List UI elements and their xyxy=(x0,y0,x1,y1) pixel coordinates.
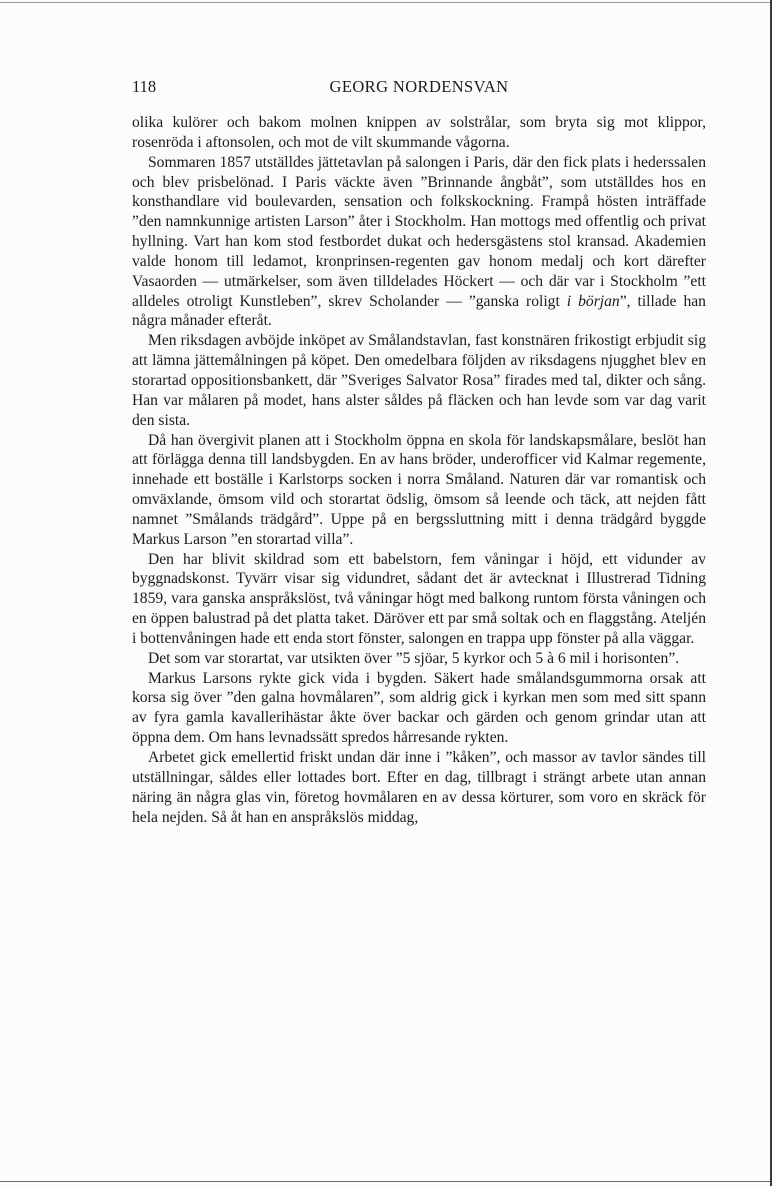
paragraph: Arbetet gick emellertid friskt undan där inne i ”kåken”, och massor av tavlor sändes till utställningar, såldes eller lottades bort. Efter en dag, tillbragt i strängt arbete utan annan näring än några glas vin, företog hovmålaren en av dessa körturer, som voro en skräck för hela nejden. Så åt han en anspråkslös middag, xyxy=(132,749,706,826)
body-text xyxy=(132,113,706,827)
paragraph: Men riksdagen avböjde inköpet av Smålandstavlan, fast konstnären frikostigt erbjudit sig att lämna jättemålningen på köpet. Den omedelbara följden av riksdagens njugghet blev en storartad oppositionsbankett, där ”Sveriges Salvator Rosa” firades med tal, dikter och sång. Han var målaren på modet, hans alster såldes på fläcken och han levde som var dag varit den sista. xyxy=(132,332,706,429)
scan-edge-top xyxy=(0,2,770,3)
paragraph-text: ”, tillade han några månader efteråt. xyxy=(132,292,706,330)
paragraph: Då han övergivit planen att i Stockholm öppna en skola för landskapsmålare, beslöt han att förlägga denna till landsbygden. En av hans bröder, underofficer vid Kalmar regemente, innehade ett boställe i Karlstorps socken i norra Småland. Naturen där var romantisk och omväxlande, ömsom vild och storartat ödslig, ömsom så leende och täck, att nejden fått namnet ”Smålands trädgård”. Uppe på en bergssluttning mitt i denna trädgård byggde Markus Larson ”en storartad villa”. xyxy=(132,431,706,548)
running-head: GEORG NORDENSVAN xyxy=(329,77,509,96)
scan-edge-right xyxy=(770,0,772,1186)
paragraph-text: Sommaren 1857 utställdes jättetavlan på salongen i Paris, där den fick plats i hederssalen och blev prisbelönad. I Paris väckte även ”Brinnande ångbåt”, som utställdes hos en konsthandlare vid boulevarden, sensation och folkskockning. Frampå hösten inträffade ”den namnkunnige artisten Larson” åter i Stockholm. Han mottogs med offentlig och privat hyllning. Vart han kom stod festbordet dukat och hedersgästens stol kransad. Akademien valde honom till ledamot, kronprinsen-regenten gav honom medalj och kort därefter Vasaorden — utmärkelser, som även tilldelades Höckert — och där var i Stockholm ”ett alldeles otroligt Kunstleben”, skrev Scholander — ”ganska roligt xyxy=(132,153,706,310)
scan-edge-bottom xyxy=(0,1181,770,1182)
paragraph: Markus Larsons rykte gick vida i bygden. Säkert hade smålandsgummorna orsak att korsa sig över ”den galna hovmålaren”, som aldrig gick i kyrkan men som med sitt spann av fyra gamla kavallerihästar åkte över backar och gärden och genom grindar utan att öppna dem. Om hans levnadssätt spredos hårresande rykten. xyxy=(132,669,706,747)
paragraph xyxy=(132,153,706,332)
paragraph: olika kulörer och bakom molnen knippen av solstrålar, som bryta sig mot klippor, rosenröda i aftonsolen, och mot de vilt skummande vågorna. xyxy=(132,114,706,151)
page-number: 118 xyxy=(132,77,157,96)
paragraph: Den har blivit skildrad som ett babelstorn, fem våningar i höjd, ett vidunder av byggnadskonst. Tyvärr visar sig vidundret, sådant det är avtecknat i Illustrerad Tidning 1859, vara ganska anspråkslöst, två våningar högt med balkong runtom första våningen och en öppen balustrad på det platta taket. Däröver ett par små soltak och en flaggstång. Ateljén i bottenvåningen hade ett enda stort fönster, salongen en trappa upp fönster på alla väggar. xyxy=(132,550,706,647)
emphasis-text: i början xyxy=(566,292,620,310)
page-header xyxy=(132,77,706,101)
paragraph: Det som var storartat, var utsikten över ”5 sjöar, 5 kyrkor och 5 à 6 mil i horisonten”. xyxy=(148,649,680,667)
